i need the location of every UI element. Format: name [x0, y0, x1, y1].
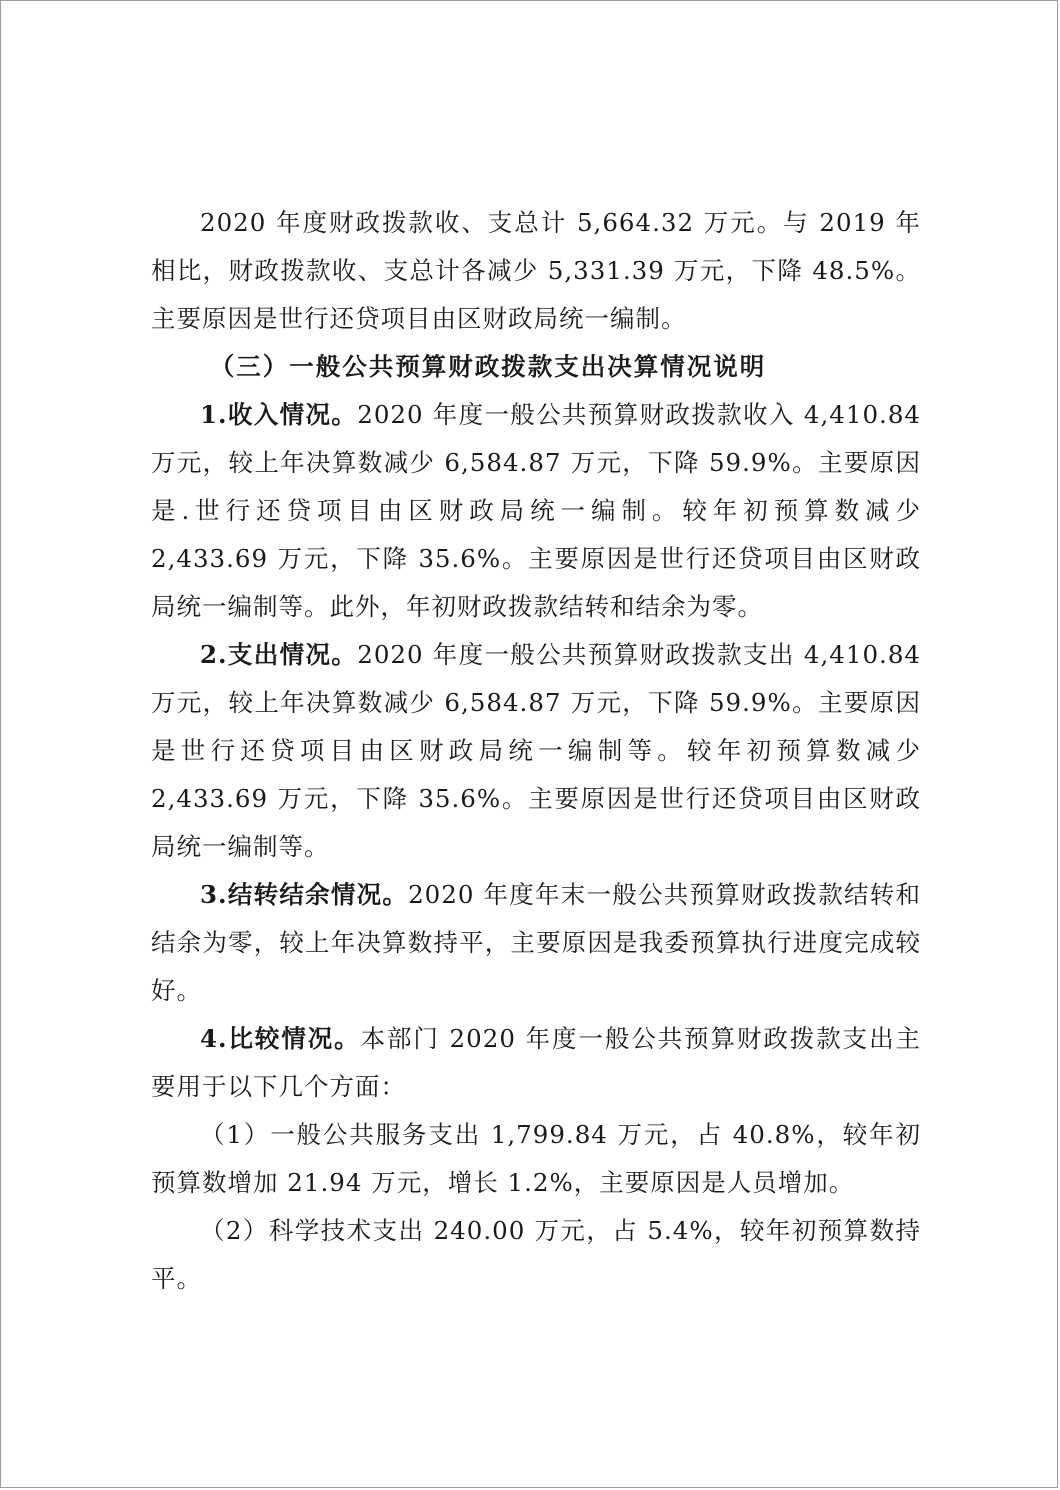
paragraph-income — [151, 391, 921, 631]
paragraph-text: 本部门 2020 年度一般公共预算财政拨款支出主要用于以下几个方面： — [151, 1024, 921, 1101]
paragraph-text: 2020 年度财政拨款收、支总计 5,664.32 万元。与 2019 年相比，财政拨款收、支总计各减少 5,331.39 万元，下降 48.5%。主要原因是世行还贷项目由区财政局统一编制。 — [151, 208, 921, 333]
paragraph-comparison — [151, 1015, 921, 1111]
paragraph-item-science-tech — [151, 1207, 921, 1303]
paragraph-lead: 2.支出情况。 — [200, 640, 358, 669]
heading-text: （三）一般公共预算财政拨款支出决算情况说明 — [209, 352, 767, 381]
paragraph-lead: 4.比较情况。 — [200, 1024, 361, 1053]
paragraph-text: （2）科学技术支出 240.00 万元，占 5.4%，较年初预算数持平。 — [151, 1216, 921, 1293]
paragraph-text: 2020 年度一般公共预算财政拨款收入 4,410.84 万元，较上年决算数减少 6,584.87 万元，下降 59.9%。主要原因是.世行还贷项目由区财政局统一编制。较年初预算数减少 2,433.69 万元，下降 35.6%。主要原因是世行还贷项目由区财政局统一编制等。此外，年初财政拨款结转和结余为零。 — [151, 400, 921, 621]
paragraph-carryover — [151, 871, 921, 1015]
paragraph-text: 2020 年度一般公共预算财政拨款支出 4,410.84 万元，较上年决算数减少 6,584.87 万元，下降 59.9%。主要原因是世行还贷项目由区财政局统一编制等。较年初预算数减少 2,433.69 万元，下降 35.6%。主要原因是世行还贷项目由区财政局统一编制等。 — [151, 640, 921, 861]
paragraph-item-public-services — [151, 1111, 921, 1207]
section-heading-general-budget — [151, 343, 921, 391]
document-body — [151, 199, 921, 1303]
paragraph-text: 2020 年度年末一般公共预算财政拨款结转和结余为零，较上年决算数持平，主要原因是我委预算执行进度完成较好。 — [151, 880, 922, 1005]
paragraph-text: （1）一般公共服务支出 1,799.84 万元，占 40.8%，较年初预算数增加 21.94 万元，增长 1.2%，主要原因是人员增加。 — [151, 1120, 921, 1197]
paragraph-funding-total — [151, 199, 921, 343]
paragraph-lead: 3.结转结余情况。 — [200, 880, 409, 909]
paragraph-expenditure — [151, 631, 921, 871]
paragraph-lead: 1.收入情况。 — [200, 400, 358, 429]
